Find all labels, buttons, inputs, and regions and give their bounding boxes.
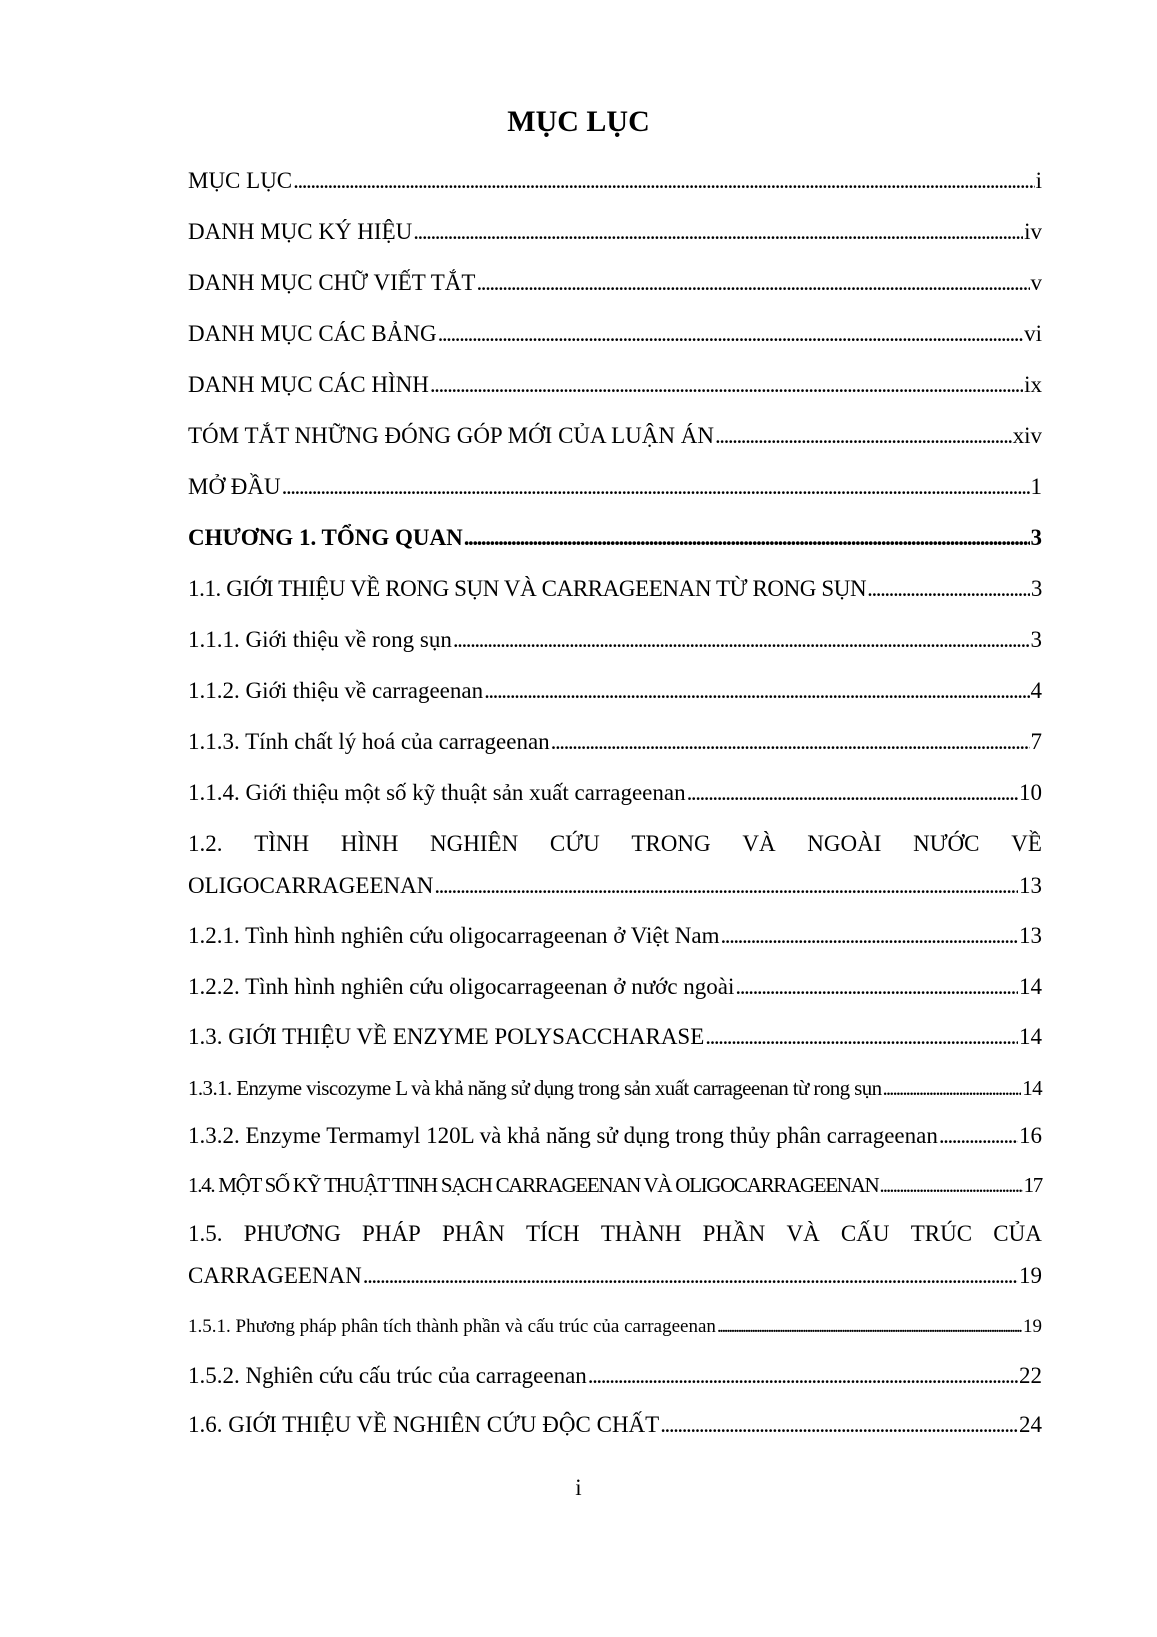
dot-leader — [476, 268, 1029, 298]
dot-leader — [464, 523, 1030, 553]
toc-entry-page: 7 — [1030, 729, 1042, 754]
dot-leader — [430, 370, 1023, 400]
toc-entry-page: 14 — [1022, 1076, 1042, 1100]
toc-entry-page: 3 — [1030, 627, 1042, 652]
toc-entry[interactable] — [188, 574, 1042, 604]
toc-entry[interactable] — [188, 972, 1042, 1002]
toc-entry-page: v — [1030, 270, 1042, 295]
toc-entry-page: xiv — [1012, 423, 1042, 448]
toc-entry-label: MỤC LỤC — [188, 168, 293, 193]
toc-word: NƯỚC — [913, 831, 980, 856]
dot-leader — [293, 166, 1034, 196]
dot-leader — [588, 1361, 1018, 1391]
toc-entry-label-line1 — [188, 1219, 1042, 1249]
toc-entry-label-line2 — [188, 871, 1042, 901]
toc-word: NGHIÊN — [430, 831, 519, 856]
toc-entry-page: 14 — [1019, 974, 1042, 999]
toc-entry-page: 4 — [1030, 678, 1042, 703]
toc-entry-page: 3 — [1030, 525, 1042, 550]
dot-leader — [867, 574, 1030, 604]
toc-entry-page: 17 — [1023, 1173, 1042, 1197]
dot-leader — [705, 1022, 1018, 1052]
dot-leader — [484, 676, 1029, 706]
toc-entry[interactable] — [188, 472, 1042, 502]
dot-leader — [717, 1312, 1022, 1342]
toc-entry[interactable] — [188, 1022, 1042, 1052]
dot-leader — [715, 421, 1012, 451]
toc-entry-two-line[interactable] — [188, 1219, 1042, 1291]
toc-entry-label: 1.3. GIỚI THIỆU VỀ ENZYME POLYSACCHARASE — [188, 1024, 705, 1049]
toc-entry[interactable] — [188, 676, 1042, 706]
toc-entry[interactable] — [188, 166, 1042, 196]
toc-entry-page: 19 — [1019, 1263, 1042, 1288]
toc-entry-label: 1.4. MỘT SỐ KỸ THUẬT TINH SẠCH CARRAGEENAN VÀ OLIGOCARRAGEENAN — [188, 1173, 879, 1197]
toc-entry-label: 1.3.2. Enzyme Termamyl 120L và khả năng sử dụng trong thủy phân carrageenan — [188, 1123, 938, 1148]
toc-word: PHƯƠNG — [243, 1221, 341, 1246]
dot-leader — [413, 217, 1023, 247]
toc-word: CỦA — [993, 1221, 1042, 1246]
toc-entry-page: 10 — [1019, 780, 1042, 805]
toc-entry[interactable] — [188, 421, 1042, 451]
toc-entry-label: DANH MỤC CHỮ VIẾT TẮT — [188, 270, 476, 295]
toc-entry[interactable] — [188, 1073, 1042, 1103]
toc-word: CỨU — [549, 831, 600, 856]
toc-word: VÀ — [742, 831, 776, 856]
toc-entry-page: 22 — [1019, 1363, 1042, 1388]
toc-word: NGOÀI — [807, 831, 882, 856]
toc-entry-label: 1.1. GIỚI THIỆU VỀ RONG SỤN VÀ CARRAGEENAN TỪ RONG SỤN — [188, 576, 867, 601]
toc-entry-page: 3 — [1030, 576, 1042, 601]
dot-leader — [687, 778, 1018, 808]
toc-entry-page: 19 — [1023, 1316, 1042, 1337]
toc-entry-page: vi — [1024, 321, 1042, 346]
dot-leader — [883, 1073, 1022, 1103]
toc-entry-label: TÓM TẮT NHỮNG ĐÓNG GÓP MỚI CỦA LUẬN ÁN — [188, 423, 714, 448]
toc-entry-label: OLIGOCARRAGEENAN — [188, 873, 434, 898]
toc-word: VỀ — [1011, 831, 1042, 856]
toc-entry-label-line2 — [188, 1261, 1042, 1291]
toc-entry-label: 1.5.1. Phương pháp phân tích thành phần và cấu trúc của carrageenan — [188, 1316, 716, 1337]
dot-leader — [438, 319, 1024, 349]
toc-entry-label: DANH MỤC CÁC BẢNG — [188, 321, 437, 346]
toc-entry-label: 1.1.1. Giới thiệu về rong sụn — [188, 627, 452, 652]
toc-entry-page: 14 — [1019, 1024, 1042, 1049]
dot-leader — [551, 727, 1030, 757]
dot-leader — [282, 472, 1030, 502]
dot-leader — [363, 1261, 1018, 1291]
dot-leader — [434, 871, 1018, 901]
toc-entry-page: i — [1035, 168, 1042, 193]
toc-entry[interactable] — [188, 921, 1042, 951]
toc-entry[interactable] — [188, 1121, 1042, 1151]
toc-word: PHẦN — [702, 1221, 766, 1246]
toc-word: TÍCH — [525, 1221, 580, 1246]
toc-entry-label: 1.2.2. Tình hình nghiên cứu oligocarrageenan ở nước ngoài — [188, 974, 735, 999]
toc-word: CẤU — [840, 1221, 890, 1246]
toc-entry-label: 1.1.4. Giới thiệu một số kỹ thuật sản xuất carrageenan — [188, 780, 686, 805]
toc-entry[interactable] — [188, 319, 1042, 349]
toc-entry-label: 1.2.1. Tình hình nghiên cứu oligocarrageenan ở Việt Nam — [188, 923, 720, 948]
toc-word: PHÂN — [442, 1221, 505, 1246]
toc-entry-label: 1.6. GIỚI THIỆU VỀ NGHIÊN CỨU ĐỘC CHẤT — [188, 1412, 660, 1437]
toc-entry-page: 16 — [1019, 1123, 1042, 1148]
toc-entry-label: 1.3.1. Enzyme viscozyme L và khả năng sử dụng trong sản xuất carrageenan từ rong sụn — [188, 1076, 882, 1100]
toc-entry[interactable] — [188, 217, 1042, 247]
toc-entry-label: 1.5.2. Nghiên cứu cấu trúc của carrageenan — [188, 1363, 587, 1388]
toc-entry-page: 13 — [1019, 923, 1042, 948]
toc-entry-page: iv — [1024, 219, 1042, 244]
toc-entry-label: CHƯƠNG 1. TỔNG QUAN — [188, 525, 463, 550]
toc-entry-page: 13 — [1019, 873, 1042, 898]
toc-entry-label-line1 — [188, 829, 1042, 859]
toc-word: 1.5. — [188, 1221, 223, 1246]
page-number: i — [575, 1475, 582, 1500]
toc-entry[interactable] — [188, 370, 1042, 400]
dot-leader — [453, 625, 1030, 655]
toc-word: TRÚC — [910, 1221, 973, 1246]
toc-entry-page: ix — [1024, 372, 1042, 397]
dot-leader — [660, 1410, 1018, 1440]
toc-entry-label: 1.1.2. Giới thiệu về carrageenan — [188, 678, 484, 703]
toc-entry[interactable] — [188, 1361, 1042, 1391]
toc-entry[interactable] — [188, 268, 1042, 298]
toc-entry-page: 24 — [1019, 1412, 1042, 1437]
toc-entry[interactable] — [188, 1312, 1042, 1342]
toc-word: TRONG — [631, 831, 711, 856]
dot-leader — [879, 1170, 1022, 1200]
toc-word: 1.2. — [188, 831, 223, 856]
dot-leader — [720, 921, 1018, 951]
toc-entry-label: 1.1.3. Tính chất lý hoá của carrageenan — [188, 729, 550, 754]
toc-entry-label: CARRAGEENAN — [188, 1263, 362, 1288]
toc-entry-label: MỞ ĐẦU — [188, 474, 281, 499]
toc-entry[interactable] — [188, 1410, 1042, 1440]
toc-entry[interactable] — [188, 625, 1042, 655]
dot-leader — [735, 972, 1018, 1002]
toc-word: PHÁP — [362, 1221, 421, 1246]
toc-word: TÌNH — [254, 831, 310, 856]
page-title: MỤC LỤC — [507, 105, 650, 138]
toc-entry[interactable] — [188, 778, 1042, 808]
toc-chapter-entry[interactable] — [188, 523, 1042, 553]
toc-entry-label: DANH MỤC CÁC HÌNH — [188, 372, 429, 397]
toc-word: THÀNH — [600, 1221, 682, 1246]
toc-word: VÀ — [786, 1221, 820, 1246]
toc-word: HÌNH — [340, 831, 399, 856]
dot-leader — [939, 1121, 1018, 1151]
toc-entry-label: DANH MỤC KÝ HIỆU — [188, 219, 413, 244]
toc-entry[interactable] — [188, 1170, 1042, 1200]
toc-entry-page: 1 — [1030, 474, 1042, 499]
toc-entry-two-line[interactable] — [188, 829, 1042, 901]
toc-entry[interactable] — [188, 727, 1042, 757]
